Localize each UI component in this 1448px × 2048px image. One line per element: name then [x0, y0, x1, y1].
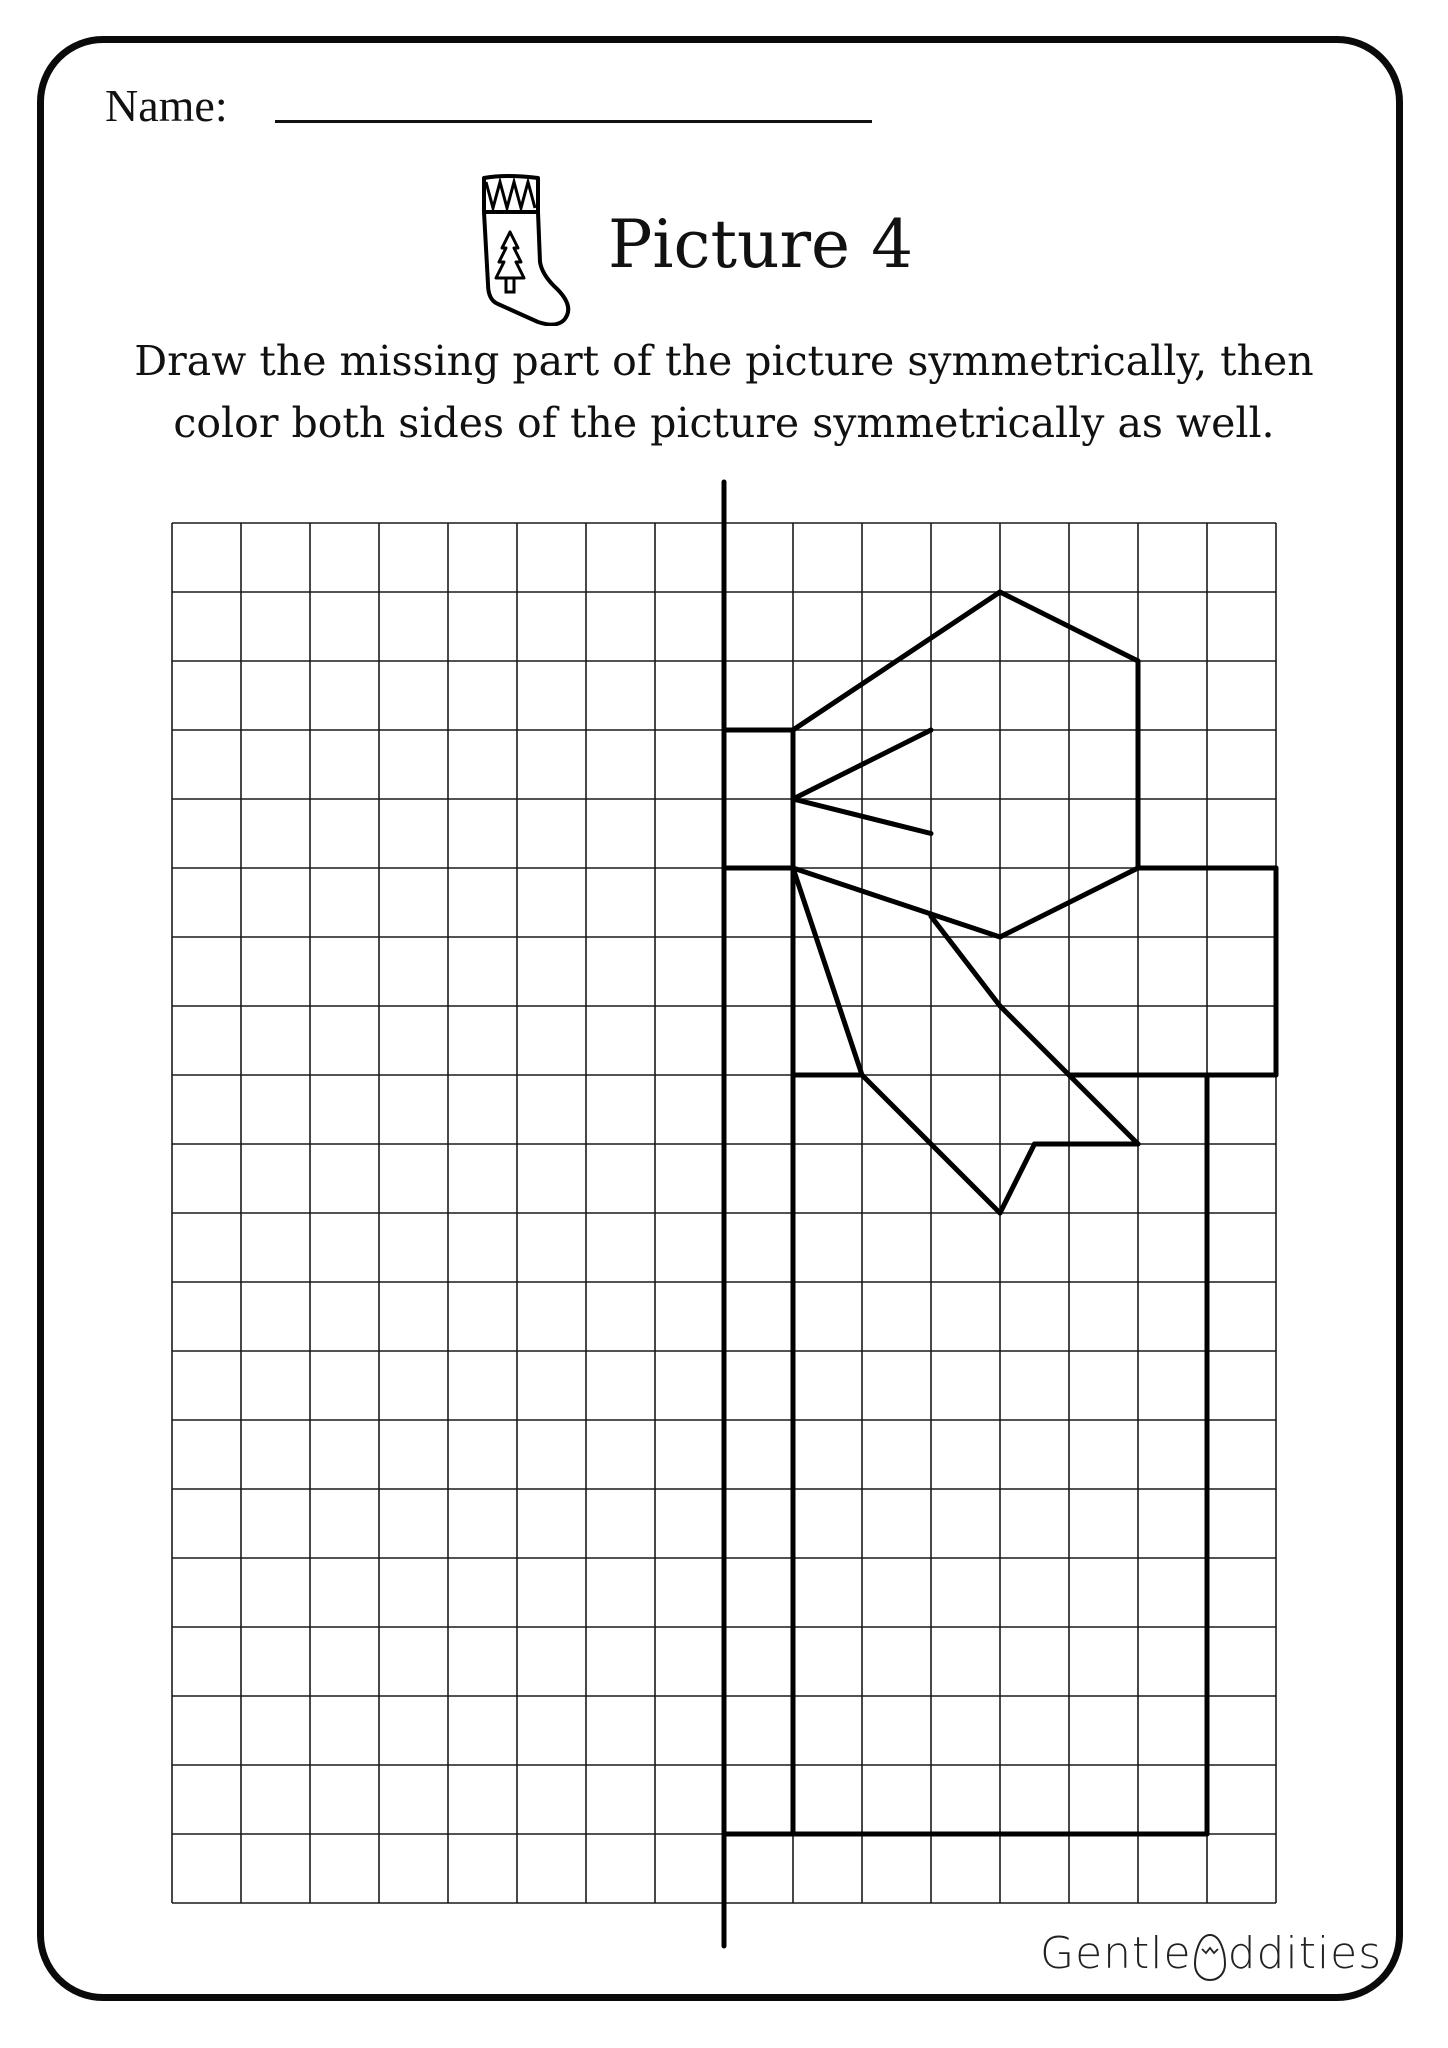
- brand-logo: [1040, 1922, 1382, 1982]
- instructions-line-1: Draw the missing part of the picture symmetrically, then: [134, 337, 1314, 385]
- drawing-segment: [793, 868, 862, 1075]
- drawing-segment: [931, 916, 1000, 1006]
- drawing-segment: [1000, 1144, 1035, 1213]
- brand-text-gentle: Gentle: [1040, 1928, 1192, 1979]
- instructions-line-2: color both sides of the picture symmetrically as well.: [173, 399, 1275, 447]
- name-label: Name:: [105, 80, 228, 131]
- drawing-segment: [793, 868, 1000, 937]
- egg-logo-icon: [1193, 1932, 1227, 1982]
- brand-text-oddities: ddities: [1227, 1928, 1383, 1979]
- page-title: Picture 4: [608, 206, 914, 283]
